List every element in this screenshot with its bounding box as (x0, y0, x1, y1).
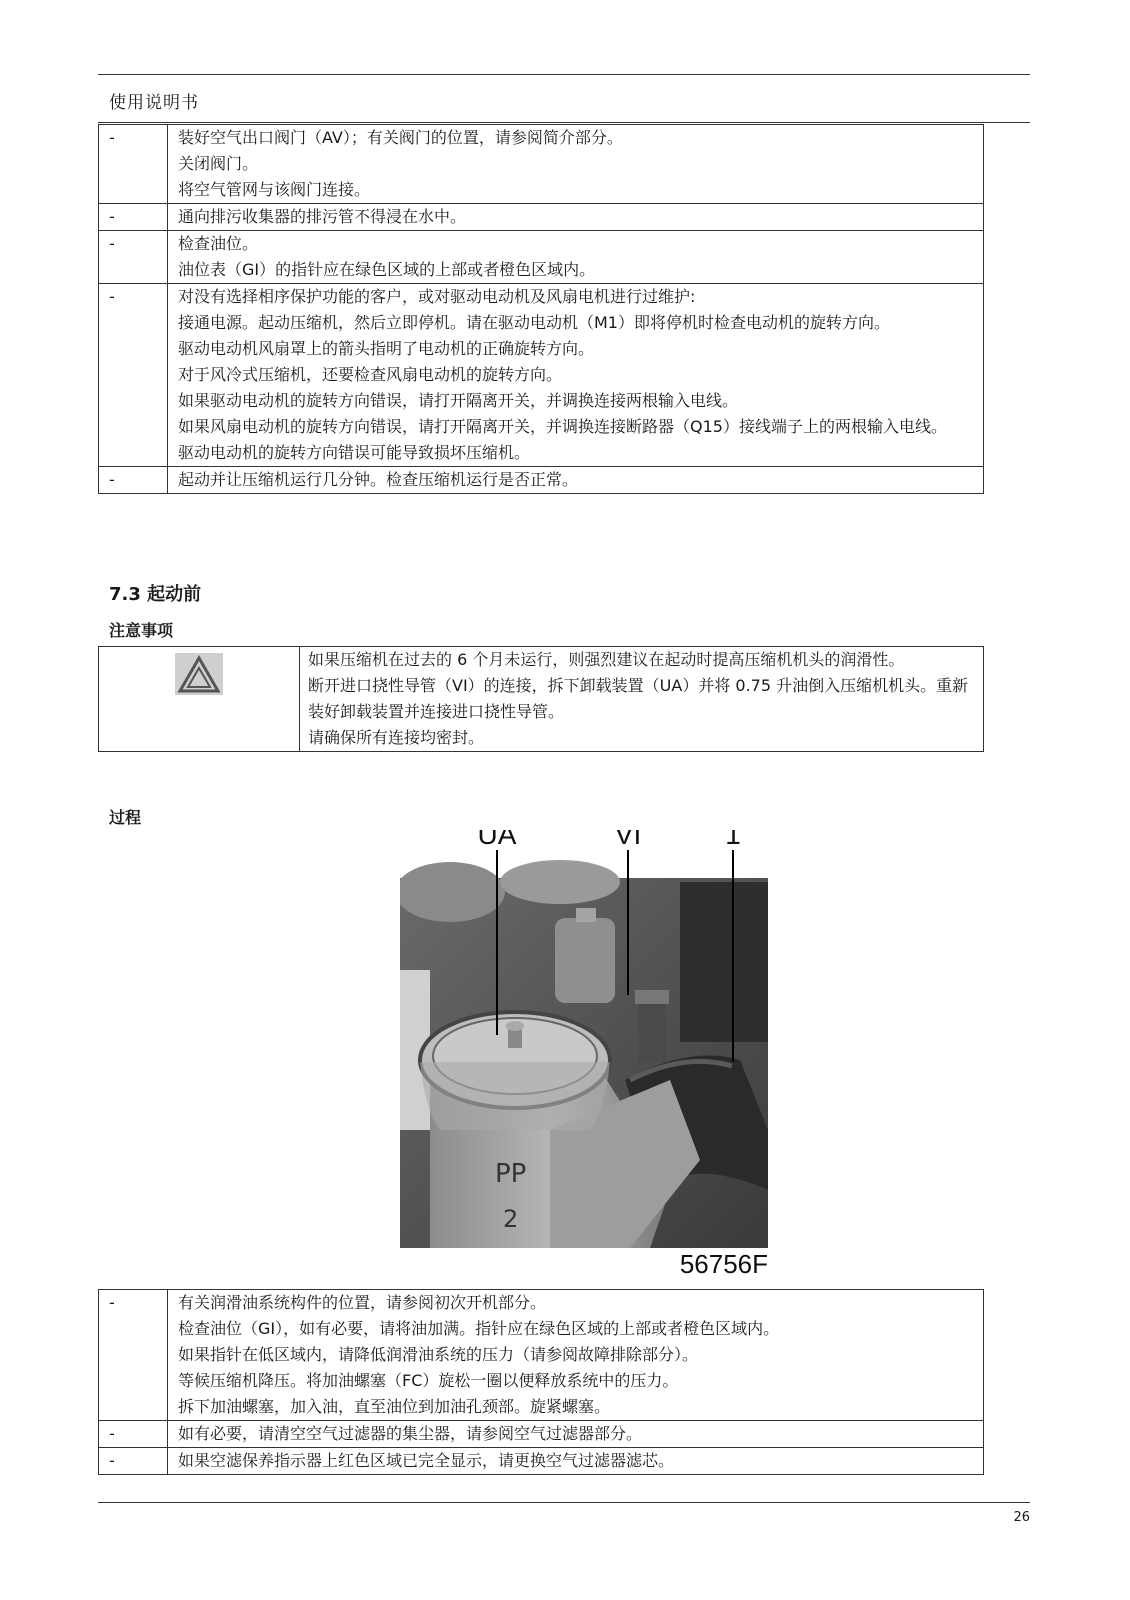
text-line: 如果压缩机在过去的 6 个月未运行，则强烈建议在起动时提高压缩机机头的润滑性。 (308, 650, 905, 669)
row-bullet: - (99, 1421, 168, 1448)
table-row (99, 1421, 984, 1448)
row-text (168, 467, 984, 494)
text-line: 如果空滤保养指示器上红色区域已完全显示，请更换空气过滤器滤芯。 (178, 1451, 675, 1470)
row-text (168, 1290, 984, 1421)
row-text (168, 231, 984, 284)
text-line: 接通电源。起动压缩机，然后立即停机。请在驱动电动机（M1）即将停机时检查电动机的旋转方向。 (178, 313, 890, 332)
text-line: 起动并让压缩机运行几分钟。检查压缩机运行是否正常。 (178, 470, 579, 489)
label-ua: UA (477, 830, 517, 850)
footer-rule (98, 1502, 1030, 1503)
table-row (99, 284, 984, 467)
text-line: 拆下加油螺塞，加入油，直至油位到加油孔颈部。旋紧螺塞。 (178, 1397, 611, 1416)
text-line: 断开进口挠性导管（VI）的连接，拆下卸载装置（UA）并将 0.75 升油倒入压缩机机头。重新装好卸载装置并连接进口挠性导管。 (308, 676, 969, 721)
row-bullet: - (99, 1290, 168, 1421)
number-2-marking: 2 (503, 1205, 519, 1233)
installation-steps-table (98, 124, 984, 494)
text-line: 等候压缩机降压。将加油螺塞（FC）旋松一圈以便释放系统中的压力。 (178, 1371, 679, 1390)
text-line: 检查油位。 (178, 234, 259, 253)
text-line: 如有必要，请清空空气过滤器的集尘器，请参阅空气过滤器部分。 (178, 1424, 643, 1443)
section-heading: 7.3 起动前 (109, 584, 202, 605)
row-bullet: - (99, 125, 168, 204)
text-line: 如果指针在低区域内，请降低润滑油系统的压力（请参阅故障排除部分）。 (178, 1345, 699, 1364)
row-text (168, 1421, 984, 1448)
text-line: 装好空气出口阀门（AV）；有关阀门的位置，请参阅简介部分。 (178, 128, 623, 147)
table-row (99, 125, 984, 204)
warning-triangle-icon (175, 653, 223, 695)
oil-filler-photo-figure (400, 830, 798, 1280)
header-bottom-rule (98, 122, 1030, 123)
text-line: 对于风冷式压缩机，还要检查风扇电动机的旋转方向。 (178, 365, 563, 384)
row-text (168, 125, 984, 204)
procedure-heading: 过程 (109, 808, 142, 827)
row-bullet: - (99, 467, 168, 494)
figure-code: 56756F (679, 1249, 768, 1279)
text-line: 油位表（GI）的指针应在绿色区域的上部或者橙色区域内。 (178, 260, 596, 279)
table-row (99, 1290, 984, 1421)
label-1: 1 (725, 830, 741, 850)
row-text (168, 1448, 984, 1475)
label-vi: VI (614, 830, 642, 850)
row-bullet: - (99, 284, 168, 467)
row-bullet: - (99, 231, 168, 284)
text-line: 对没有选择相序保护功能的客户，或对驱动电动机及风扇电机进行过维护: (178, 287, 696, 306)
row-text (168, 284, 984, 467)
table-row (99, 1448, 984, 1475)
page-number: 26 (1013, 1510, 1030, 1525)
warning-icon-cell (99, 647, 300, 752)
text-line: 驱动电动机风扇罩上的箭头指明了电动机的正确旋转方向。 (178, 339, 595, 358)
table-row (99, 467, 984, 494)
table-row (99, 647, 984, 752)
table-row (99, 231, 984, 284)
pp-marking: PP (495, 1159, 527, 1189)
precautions-table (98, 646, 984, 752)
text-line: 如果驱动电动机的旋转方向错误，请打开隔离开关，并调换连接两根输入电线。 (178, 391, 739, 410)
row-bullet: - (99, 204, 168, 231)
text-line: 请确保所有连接均密封。 (308, 728, 485, 747)
precautions-heading: 注意事项 (109, 621, 174, 640)
text-line: 如果风扇电动机的旋转方向错误，请打开隔离开关，并调换连接断路器（Q15）接线端子上的两根输入电线。 (178, 417, 947, 436)
precautions-text (300, 647, 984, 752)
row-bullet: - (99, 1448, 168, 1475)
row-text (168, 204, 984, 231)
compressor-photo (400, 830, 798, 1280)
text-line: 将空气管网与该阀门连接。 (178, 180, 371, 199)
text-line: 有关润滑油系统构件的位置，请参阅初次开机部分。 (178, 1293, 547, 1312)
text-line: 检查油位（GI），如有必要，请将油加满。指针应在绿色区域的上部或者橙色区域内。 (178, 1319, 780, 1338)
oil-check-steps-table (98, 1289, 984, 1475)
document-title: 使用说明书 (109, 93, 199, 113)
table-row (99, 204, 984, 231)
text-line: 通向排污收集器的排污管不得浸在水中。 (178, 207, 467, 226)
header-top-rule (98, 74, 1030, 75)
text-line: 驱动电动机的旋转方向错误可能导致损坏压缩机。 (178, 443, 531, 462)
text-line: 关闭阀门。 (178, 154, 259, 173)
